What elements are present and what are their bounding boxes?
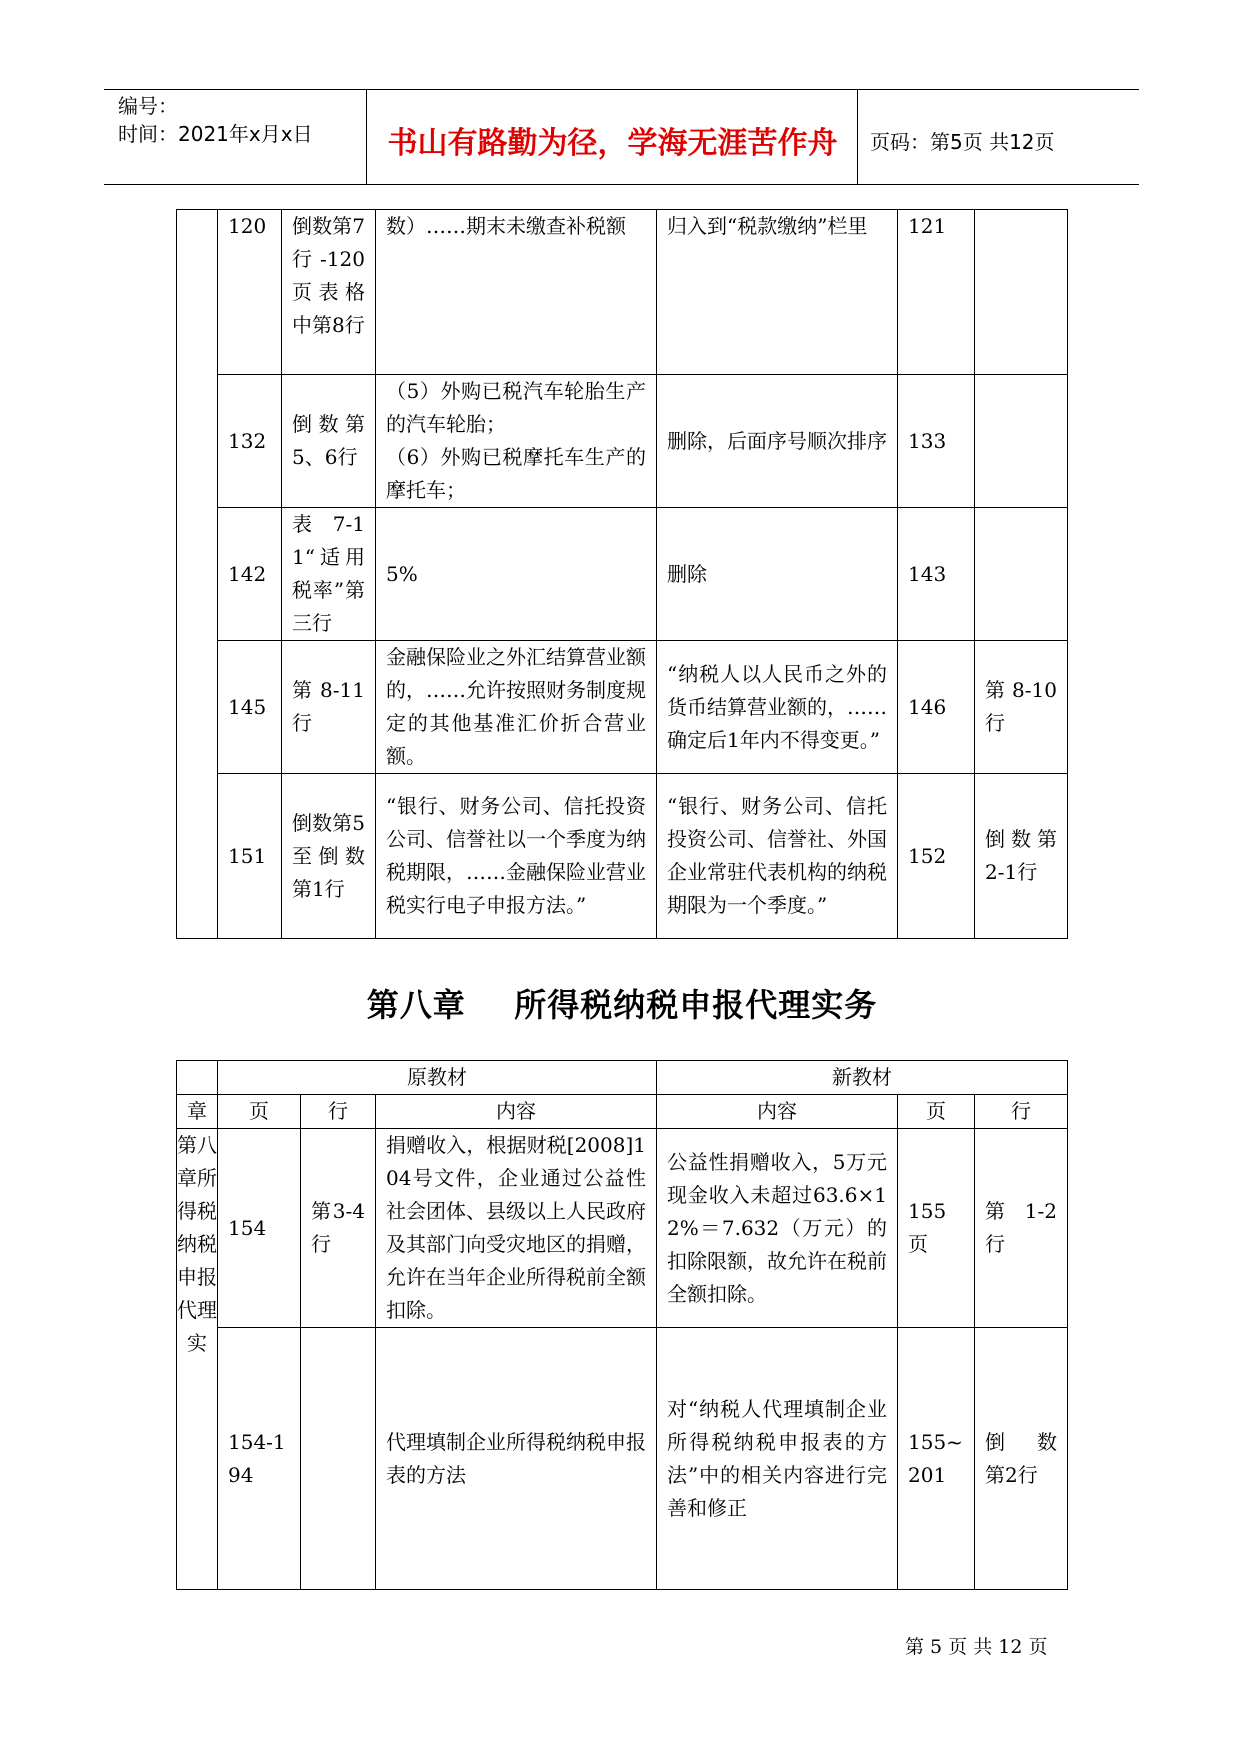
original-content-cell: 代理填制企业所得税纳税申报表的方法 <box>376 1328 657 1590</box>
new-page-cell: 143 <box>898 508 975 641</box>
new-content-cell: 公益性捐赠收入，5万元现金收入未超过63.6×12%＝7.632（万元）的扣除限额，故允许在税前全额扣除。 <box>657 1129 898 1328</box>
new-page-cell: 152 <box>898 774 975 939</box>
revision-table-1 <box>176 209 1068 939</box>
header-content: 内容 <box>376 1095 657 1129</box>
table-group-header-row <box>177 1061 1068 1095</box>
table-row <box>177 1328 1068 1590</box>
header-time-label: 时间：2021年x月x日 <box>118 122 313 146</box>
page-header <box>104 89 1139 185</box>
header-divider <box>857 90 858 184</box>
line-cell: 表7-11“适用税率”第三行 <box>282 508 376 641</box>
new-content-cell: “纳税人以人民币之外的货币结算营业额的，……确定后1年内不得变更。” <box>657 641 898 774</box>
chapter-vertical-cell: 第八章所得税纳税申报代理实 <box>177 1129 218 1590</box>
table-row <box>177 774 1068 939</box>
header-meta <box>118 92 313 148</box>
original-content-cell: 金融保险业之外汇结算营业额的，……允许按照财务制度规定的其他基准汇价折合营业额。 <box>376 641 657 774</box>
blank-cell <box>177 1061 218 1095</box>
chapter-cell <box>177 210 218 939</box>
page-cell: 145 <box>218 641 282 774</box>
line-cell: 第8-11行 <box>282 641 376 774</box>
line-cell <box>301 1328 376 1590</box>
table-row <box>177 508 1068 641</box>
header-chapter: 章 <box>177 1095 218 1129</box>
line-cell: 倒数第5、6行 <box>282 375 376 508</box>
new-page-cell: 155页 <box>898 1129 975 1328</box>
page-cell: 154 <box>218 1129 301 1328</box>
original-content-cell: 数）……期末未缴查补税额 <box>376 210 657 375</box>
table-header-row <box>177 1095 1068 1129</box>
page-footer: 第 5 页 共 12 页 <box>905 1636 1048 1658</box>
original-content-cell: （5）外购已税汽车轮胎生产的汽车轮胎； （6）外购已税摩托车生产的摩托车； <box>376 375 657 508</box>
new-content-cell: 删除，后面序号顺次排序 <box>657 375 898 508</box>
original-content-cell: “银行、财务公司、信托投资公司、信誉社以一个季度为纳税期限，……金融保险业营业税实行电子申报方法。” <box>376 774 657 939</box>
chapter-title: 第八章 所得税纳税申报代理实务 <box>366 986 878 1024</box>
new-page-cell: 155~201 <box>898 1328 975 1590</box>
new-content-cell: 归入到“税款缴纳”栏里 <box>657 210 898 375</box>
header-motto: 书山有路勤为径，学海无涯苦作舟 <box>387 126 838 161</box>
header-number-label: 编号： <box>118 94 178 118</box>
new-line-cell: 第 1-2行 <box>975 1129 1068 1328</box>
page-cell: 132 <box>218 375 282 508</box>
new-page-cell: 133 <box>898 375 975 508</box>
group-original-header: 原教材 <box>218 1061 657 1095</box>
revision-table-2 <box>176 1060 1068 1590</box>
original-content-cell: 5% <box>376 508 657 641</box>
page-cell: 151 <box>218 774 282 939</box>
page-cell: 142 <box>218 508 282 641</box>
line-cell: 倒数第7行-120页表格中第8行 <box>282 210 376 375</box>
page-cell: 154-194 <box>218 1328 301 1590</box>
table-row <box>177 375 1068 508</box>
new-page-cell: 146 <box>898 641 975 774</box>
header-page-label: 页码：第5页 共12页 <box>870 130 1055 154</box>
header-divider <box>366 90 367 184</box>
new-content-cell: 删除 <box>657 508 898 641</box>
new-line-cell <box>975 210 1068 375</box>
new-line-cell <box>975 508 1068 641</box>
header-line: 行 <box>301 1095 376 1129</box>
header-page: 页 <box>218 1095 301 1129</box>
new-line-cell: 倒 数第2行 <box>975 1328 1068 1590</box>
new-line-cell <box>975 375 1068 508</box>
original-content-cell: 捐赠收入，根据财税[2008]104号文件，企业通过公益性社会团体、县级以上人民政府及其部门向受灾地区的捐赠，允许在当年企业所得税前全额扣除。 <box>376 1129 657 1328</box>
new-line-cell: 倒数第2-1行 <box>975 774 1068 939</box>
header-new-content: 内容 <box>657 1095 898 1129</box>
table-row <box>177 1129 1068 1328</box>
new-content-cell: “银行、财务公司、信托投资公司、信誉社、外国企业常驻代表机构的纳税期限为一个季度。” <box>657 774 898 939</box>
new-line-cell: 第8-10行 <box>975 641 1068 774</box>
line-cell: 第3-4行 <box>301 1129 376 1328</box>
table-row <box>177 210 1068 375</box>
line-cell: 倒数第5至倒数第1行 <box>282 774 376 939</box>
new-content-cell: 对“纳税人代理填制企业所得税纳税申报表的方法”中的相关内容进行完善和修正 <box>657 1328 898 1590</box>
header-new-line: 行 <box>975 1095 1068 1129</box>
page-cell: 120 <box>218 210 282 375</box>
group-new-header: 新教材 <box>657 1061 1068 1095</box>
header-new-page: 页 <box>898 1095 975 1129</box>
table-row <box>177 641 1068 774</box>
new-page-cell: 121 <box>898 210 975 375</box>
